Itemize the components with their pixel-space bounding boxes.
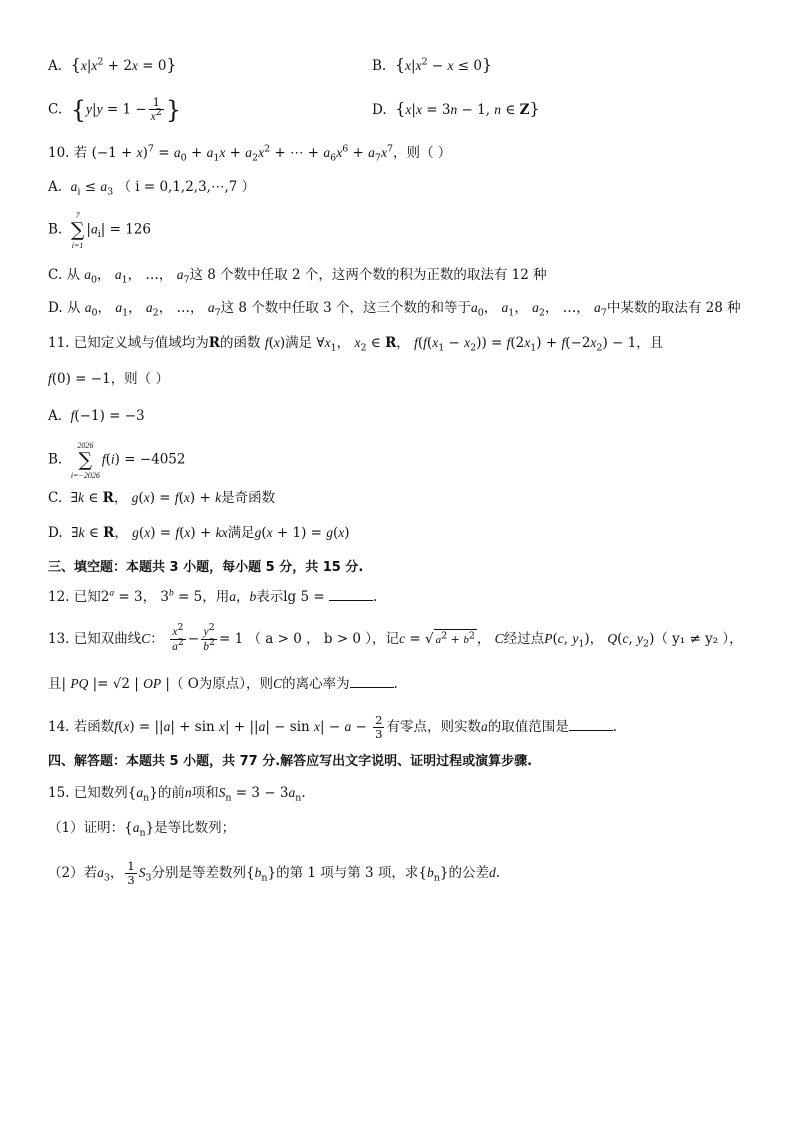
q11-stem: 11. 已知定义域与值域均为R的函数 f(x)满足 $\forall x_1$， $x_2$ ∈ R， $f(f(x_1 - x_2)) = f(2x_1) + f(-2x_2) - 1$，且 <box>48 335 664 354</box>
stem-text: ，且 <box>636 335 664 351</box>
stem-text: ， <box>235 589 250 605</box>
stem-text: 且 <box>48 676 62 692</box>
option-text: 这 8 个数中任取 2 个，这两个数的积为正数的取法有 12 种 <box>189 267 547 283</box>
stem-text: 经过点 <box>503 631 545 647</box>
option-text: 满足 <box>227 525 255 541</box>
option-label: C. <box>48 267 63 283</box>
stem-text: 若函数 <box>73 719 115 735</box>
q15-stem: 15. 已知数列$\{a_n\}$的前n项和$S_n = 3 - 3a_n$. <box>48 785 306 804</box>
option-label: D. <box>48 525 63 541</box>
option-label: B. <box>48 451 63 468</box>
question-number: 13. <box>48 631 70 647</box>
option-label: A. <box>48 179 63 195</box>
stem-text: 已知数列 <box>73 785 128 801</box>
q15-part2: （2）若$a_3$， $\frac{1}{3}$ $S_3$分别是等差数列$\{b_n\}$的第 1 项与第 3 项，求$\{b_n\}$的公差d. <box>48 859 501 887</box>
stem-text: 是等比数列； <box>154 820 236 836</box>
option-label: C. <box>48 490 63 506</box>
option-text: = 126 <box>109 221 151 238</box>
answer-blank[interactable] <box>569 716 613 731</box>
answer-blank[interactable] <box>329 586 373 601</box>
stem-text: （ a > 0 ， b > 0 ），记 <box>247 631 400 647</box>
q11-option-a: A. f(−1) = −3 <box>48 408 145 424</box>
q9-option-c: C. {y|y = 1 − $\frac{1}{x^2}$ } <box>48 95 182 124</box>
option-text: 从 <box>66 267 80 283</box>
stem-text: 分别是等差数列 <box>151 865 247 881</box>
q10-stem: 10. 若 $(-1 + x)^7 = a_0 + a_1x + a_2x^2$ + ⋯ + $a_6x^6 + a_7x^7$，则（ ） <box>48 143 452 164</box>
option-text: 这 8 个数中任取 3 个，这三个数的和等于 <box>220 300 471 316</box>
option-label: B. <box>372 58 387 74</box>
q11-stem-line2: f(0) = −1，则（ ） <box>48 371 169 387</box>
option-text: （ i = 0,1,2,3,⋯,7 ） <box>117 179 256 195</box>
stem-text: 的取值范围是 <box>487 719 569 735</box>
question-number: 15. <box>48 785 70 801</box>
option-text: 从 <box>66 300 81 316</box>
stem-text: 已知 <box>73 589 101 605</box>
option-label: A. <box>48 408 63 424</box>
q13: 13. 已知双曲线C： $\frac{x^2}{a^2}$ − $\frac{y^2}{b^2}$ = 1 （ a > 0 ， b > 0 ），记c = √ $a^2 + b^2$ ， C经过点P(c, $y_1$)， Q(c, $y_2$)（ y₁ ≠ y₂ ）， <box>48 622 743 653</box>
q13-line2: 且| PQ |= √2 | OP |（ O为原点），则C的离心率为 . <box>48 673 398 694</box>
stem-text: ，用 <box>202 589 230 605</box>
option-label: B. <box>48 221 63 238</box>
option-text: = −4052 <box>124 451 186 468</box>
stem-text: 项和 <box>191 785 219 801</box>
part-label: （2）若 <box>48 865 98 881</box>
stem-text: 的函数 <box>220 335 261 351</box>
stem-text: ，则（ ） <box>110 371 169 387</box>
option-label: D. <box>372 102 387 118</box>
q9-option-d: D. {x|x = 3n − 1, n ∈ Z} <box>372 99 540 118</box>
stem-text: 的第 1 项与第 3 项，求 <box>276 865 419 881</box>
q11-option-d: D. ∃k ∈ R， g(x) = f(x) + kx满足g(x + 1) = g(x) <box>48 525 350 541</box>
stem-text: 有零点，则实数 <box>386 719 481 735</box>
stem-text: ，则（ ） <box>393 145 452 161</box>
option-label: D. <box>48 300 63 316</box>
stem-text: 的离心率为 <box>282 676 350 692</box>
option-label: A. <box>48 58 63 74</box>
q15-part1: （1）证明：$\{a_n\}$是等比数列； <box>48 820 236 839</box>
q12: 12. 已知$2^a = 3$， $3^b = 5$，用a，b表示lg 5 = . <box>48 586 377 607</box>
option-text: 中某数的取法有 28 种 <box>606 300 741 316</box>
option-label: C. <box>48 101 63 118</box>
q10-option-a: A. $a_i \le a_3$ （ i = 0,1,2,3,⋯,7 ） <box>48 179 256 198</box>
question-number: 11. <box>48 335 70 351</box>
q11-option-c: C. ∃k ∈ R， g(x) = f(x) + k是奇函数 <box>48 490 276 506</box>
stem-text: 已知定义域与值域均为 <box>73 335 209 351</box>
stem-text: 的前 <box>157 785 185 801</box>
stem-text: 的公差 <box>448 865 489 881</box>
stem-text: （ y₁ ≠ y₂ ）， <box>654 631 743 647</box>
q14: 14. 若函数f(x) = ||a| + sin x| + ||a| − sin x| − a − $\frac{2}{3}$ 有零点，则实数a的取值范围是 . <box>48 713 617 741</box>
q10-option-b: B. 7 ∑ $i=1|a_i| = 126$ <box>48 211 151 250</box>
question-number: 10. <box>48 145 70 161</box>
section-title: 四、解答题：本题共 5 小题，共 77 分.解答应写出文字说明、证明过程或演算步骤. <box>48 754 533 769</box>
part-label: （1）证明： <box>48 820 125 836</box>
q9-option-a: A. $\{x|x^2 + 2x = 0\}$ <box>48 55 177 74</box>
stem-text: 满足 <box>285 335 313 351</box>
question-number: 12. <box>48 589 70 605</box>
q9-option-b: B. $\{x|x^2 - x \le 0\}$ <box>372 55 493 74</box>
stem-text: 表示 <box>256 589 284 605</box>
question-number: 14. <box>48 719 70 735</box>
stem-text: 若 <box>73 145 88 161</box>
q10-option-c: C. 从 $a_0$， $a_1$， …， $a_7$这 8 个数中任取 2 个，这两个数的积为正数的取法有 12 种 <box>48 267 547 286</box>
stem-text: 已知双曲线 <box>73 631 142 647</box>
section-title: 三、填空题：本题共 3 小题，每小题 5 分，共 15 分. <box>48 560 364 575</box>
q11-option-b: B. 2026 ∑ i=−2026f(i) = −4052 <box>48 441 186 480</box>
option-text: 是奇函数 <box>221 490 276 506</box>
stem-text: （ O为原点），则 <box>169 676 274 692</box>
q10-option-d: D. 从 $a_0$， $a_1$， $a_2$， …， $a_7$这 8 个数中任取 3 个，这三个数的和等于$a_0$， $a_1$， $a_2$， …， $a_7$中某数的取法有 28 种 <box>48 300 741 319</box>
answer-blank[interactable] <box>350 673 394 688</box>
